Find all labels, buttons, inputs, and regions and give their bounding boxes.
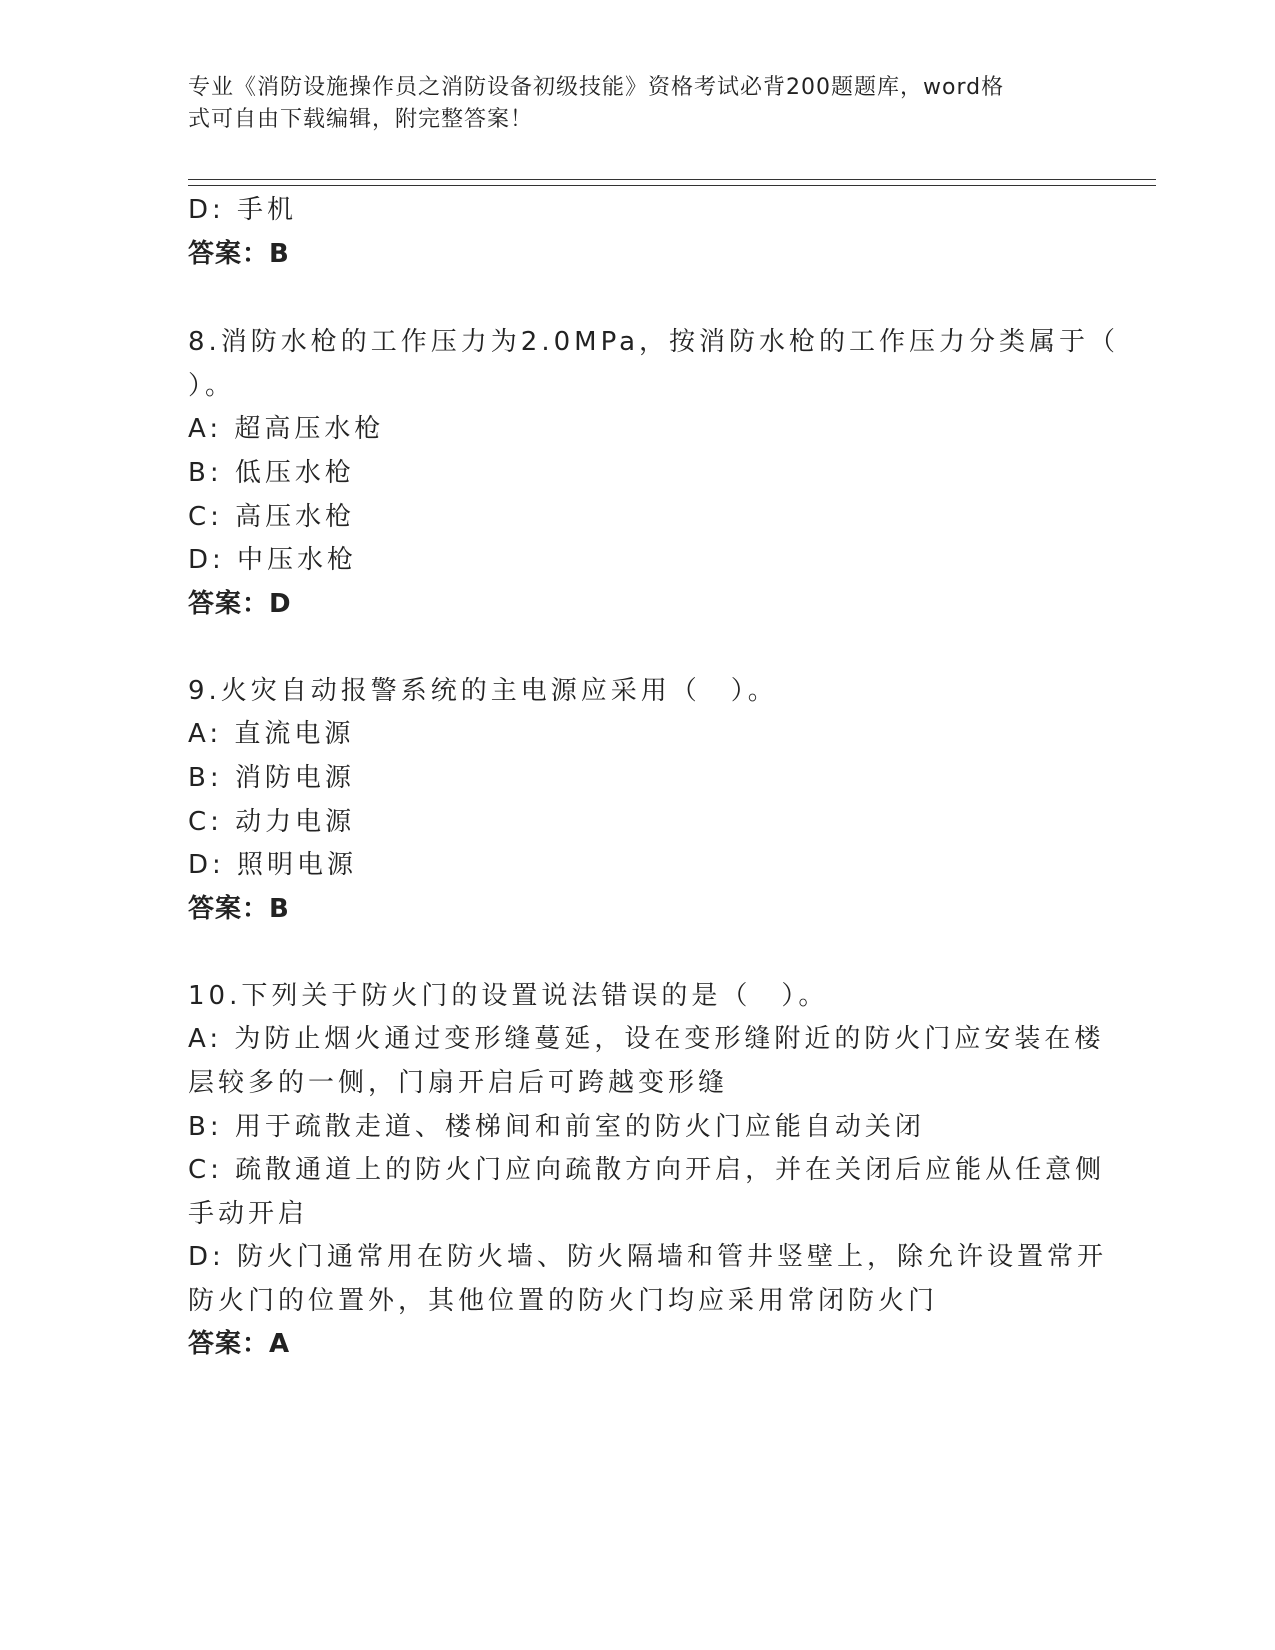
prev-answer: 答案：B <box>188 239 290 269</box>
header-divider-bottom <box>188 185 1156 186</box>
option-c-line-1: C: 疏散通道上的防火门应向疏散方向开启，并在关闭后应能从任意侧 <box>188 1155 1106 1185</box>
option-b: B: 低压水枪 <box>188 458 355 488</box>
header-line-1: 专业《消防设施操作员之消防设备初级技能》资格考试必背200题题库，word格 <box>188 75 1005 100</box>
option-d-line-2: 防火门的位置外，其他位置的防火门均应采用常闭防火门 <box>188 1286 939 1316</box>
option-a-line-2: 层较多的一侧，门扇开启后可跨越变形缝 <box>188 1068 729 1098</box>
option-d: D: 照明电源 <box>188 850 358 880</box>
option-a-line-1: A: 为防止烟火通过变形缝蔓延，设在变形缝附近的防火门应安装在楼 <box>188 1024 1105 1054</box>
answer: 答案：B <box>188 894 290 924</box>
answer: 答案：A <box>188 1329 291 1359</box>
prev-option-d: D: 手机 <box>188 195 298 225</box>
document-header <box>188 72 1068 136</box>
option-c-line-2: 手动开启 <box>188 1199 309 1229</box>
question-stem-line-1: 9.火灾自动报警系统的主电源应采用（ ）。 <box>188 676 778 706</box>
header-divider-top <box>188 179 1156 180</box>
option-a: A: 超高压水枪 <box>188 414 385 444</box>
answer: 答案：D <box>188 589 292 619</box>
option-c: C: 高压水枪 <box>188 502 356 532</box>
header-line-2: 式可自由下载编辑，附完整答案！ <box>188 107 534 132</box>
option-d-line-1: D: 防火门通常用在防火墙、防火隔墙和管井竖壁上，除允许设置常开 <box>188 1242 1108 1272</box>
option-a: A: 直流电源 <box>188 719 355 749</box>
option-d: D: 中压水枪 <box>188 545 358 575</box>
option-c: C: 动力电源 <box>188 807 356 837</box>
question-stem-line-2: ）。 <box>188 371 236 401</box>
option-b: B: 消防电源 <box>188 763 355 793</box>
option-b: B: 用于疏散走道、楼梯间和前室的防火门应能自动关闭 <box>188 1112 925 1142</box>
question-stem-line-1: 10.下列关于防火门的设置说法错误的是（ ）。 <box>188 981 829 1011</box>
question-stem-line-1: 8.消防水枪的工作压力为2.0MPa，按消防水枪的工作压力分类属于（ <box>188 327 1120 357</box>
